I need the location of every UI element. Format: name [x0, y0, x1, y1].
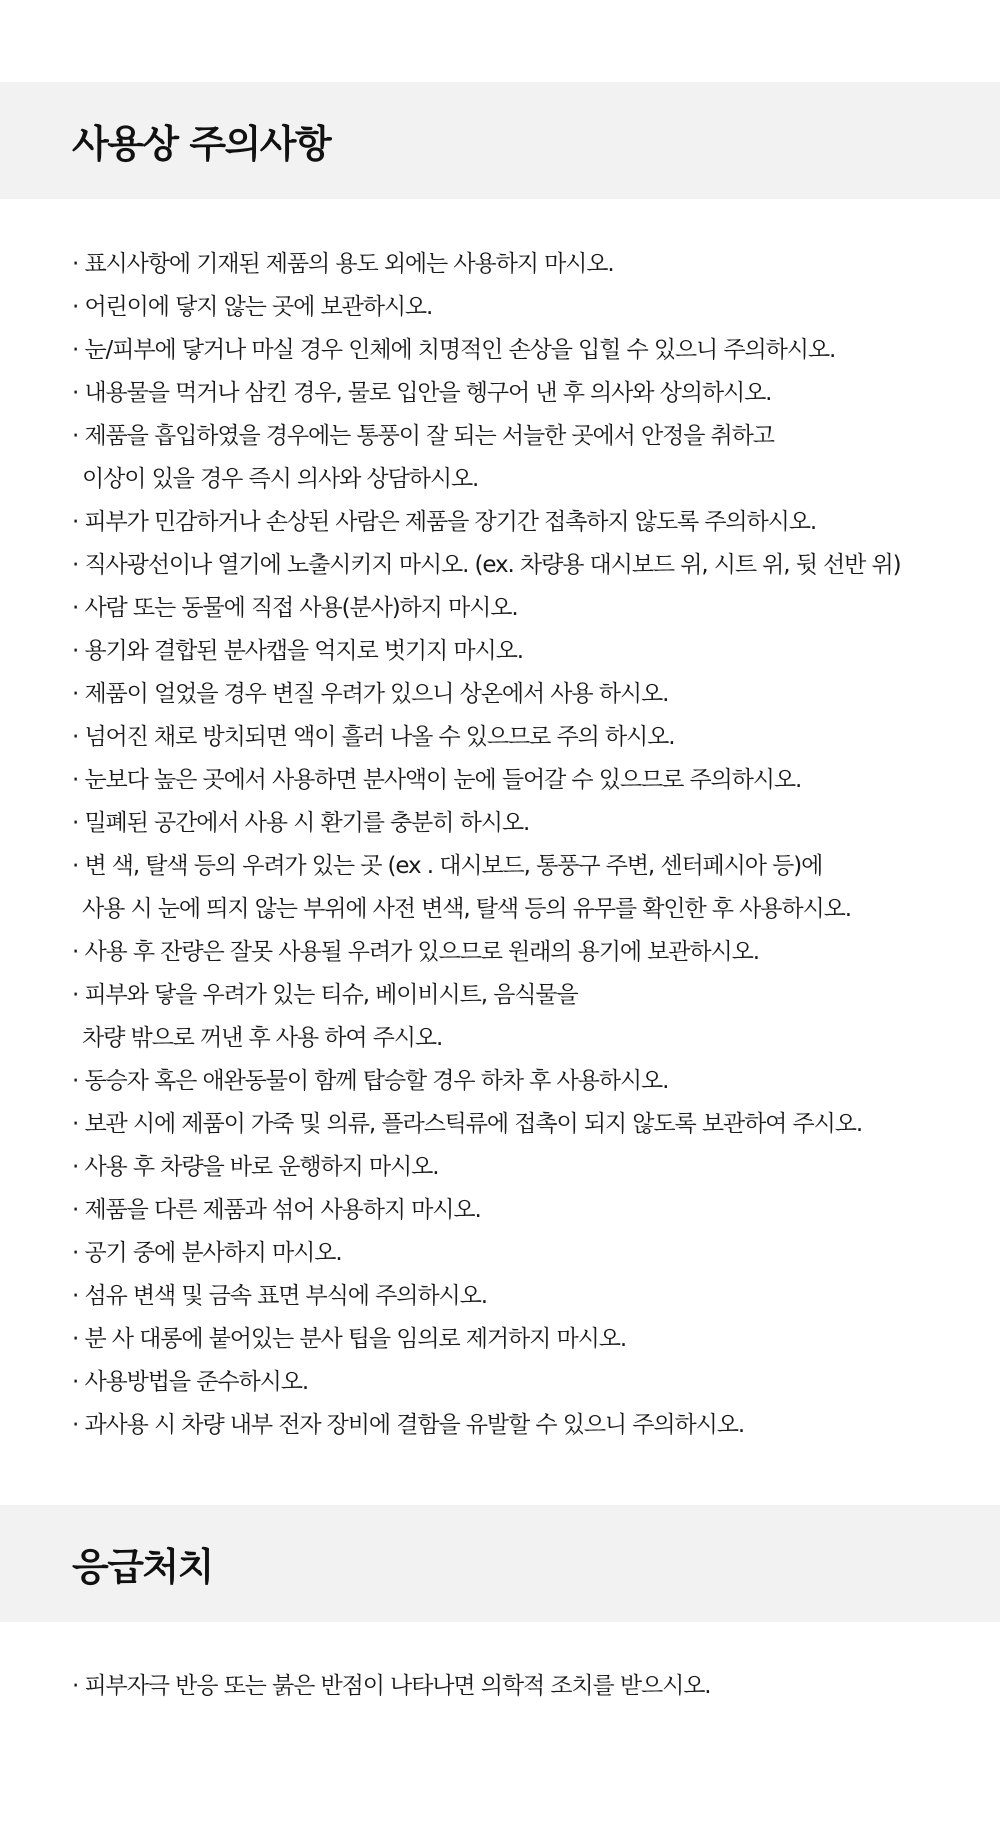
first-aid-list	[72, 1665, 972, 1708]
list-item	[72, 1232, 972, 1275]
list-item-text: · 피부가 민감하거나 손상된 사람은 제품을 장기간 접촉하지 않도록 주의하시오.	[72, 501, 972, 544]
list-item	[72, 1318, 972, 1361]
list-item-text: · 제품을 다른 제품과 섞어 사용하지 마시오.	[72, 1189, 972, 1232]
list-item-text: · 밀폐된 공간에서 사용 시 환기를 충분히 하시오.	[72, 802, 972, 845]
list-item	[72, 716, 972, 759]
list-item-text: · 공기 중에 분사하지 마시오.	[72, 1232, 972, 1275]
list-item-text: · 눈/피부에 닿거나 마실 경우 인체에 치명적인 손상을 입힐 수 있으니 주의하시오.	[72, 329, 972, 372]
first-aid-header	[0, 1505, 1000, 1622]
list-item-text: · 어린이에 닿지 않는 곳에 보관하시오.	[72, 286, 972, 329]
list-item	[72, 1103, 972, 1146]
list-item-text: · 보관 시에 제품이 가죽 및 의류, 플라스틱류에 접촉이 되지 않도록 보관하여 주시오.	[72, 1103, 972, 1146]
list-item-text: · 동승자 혹은 애완동물이 함께 탑승할 경우 하차 후 사용하시오.	[72, 1060, 972, 1103]
list-item	[72, 1361, 972, 1404]
list-item-text: · 눈보다 높은 곳에서 사용하면 분사액이 눈에 들어갈 수 있으므로 주의하시오.	[72, 759, 972, 802]
list-item-text: · 제품을 흡입하였을 경우에는 통풍이 잘 되는 서늘한 곳에서 안정을 취하고	[72, 415, 972, 458]
list-item-text: · 표시사항에 기재된 제품의 용도 외에는 사용하지 마시오.	[72, 243, 972, 286]
list-item	[72, 1060, 972, 1103]
list-item-text: · 피부와 닿을 우려가 있는 티슈, 베이비시트, 음식물을	[72, 974, 972, 1017]
list-item-text: · 사람 또는 동물에 직접 사용(분사)하지 마시오.	[72, 587, 972, 630]
list-item-text: · 사용방법을 준수하시오.	[72, 1361, 972, 1404]
list-item	[72, 415, 972, 501]
list-item	[72, 544, 972, 587]
list-item-text: · 과사용 시 차량 내부 전자 장비에 결함을 유발할 수 있으니 주의하시오.	[72, 1404, 972, 1447]
precautions-header	[0, 82, 1000, 199]
list-item	[72, 1189, 972, 1232]
list-item-text: · 넘어진 채로 방치되면 액이 흘러 나올 수 있으므로 주의 하시오.	[72, 716, 972, 759]
list-item-continuation: 사용 시 눈에 띄지 않는 부위에 사전 변색, 탈색 등의 유무를 확인한 후 사용하시오.	[82, 896, 851, 922]
list-item-text: · 섬유 변색 및 금속 표면 부식에 주의하시오.	[72, 1275, 972, 1318]
list-item	[72, 974, 972, 1060]
precautions-title: 사용상 주의사항	[72, 122, 331, 166]
precautions-list	[72, 243, 972, 1447]
list-item-text: · 피부자극 반응 또는 붉은 반점이 나타나면 의학적 조치를 받으시오.	[72, 1665, 972, 1708]
list-item-text: · 직사광선이나 열기에 노출시키지 마시오. (ex. 차량용 대시보드 위, 시트 위, 뒷 선반 위)	[72, 544, 972, 587]
list-item	[72, 587, 972, 630]
list-item-text: · 사용 후 차량을 바로 운행하지 마시오.	[72, 1146, 972, 1189]
list-item	[72, 759, 972, 802]
first-aid-title: 응급처치	[72, 1545, 213, 1589]
list-item-continuation: 차량 밖으로 꺼낸 후 사용 하여 주시오.	[82, 1025, 443, 1051]
list-item	[72, 1146, 972, 1189]
list-item-text: · 변 색, 탈색 등의 우려가 있는 곳 (ex . 대시보드, 통풍구 주변, 센터페시아 등)에	[72, 845, 972, 888]
list-item	[72, 845, 972, 931]
list-item	[72, 931, 972, 974]
list-item	[72, 286, 972, 329]
list-item	[72, 630, 972, 673]
list-item-text: · 사용 후 잔량은 잘못 사용될 우려가 있으므로 원래의 용기에 보관하시오.	[72, 931, 972, 974]
list-item-text: · 용기와 결합된 분사캡을 억지로 벗기지 마시오.	[72, 630, 972, 673]
list-item	[72, 802, 972, 845]
list-item-text: · 제품이 얼었을 경우 변질 우려가 있으니 상온에서 사용 하시오.	[72, 673, 972, 716]
list-item	[72, 329, 972, 372]
list-item	[72, 673, 972, 716]
list-item	[72, 372, 972, 415]
list-item-text: · 분 사 대롱에 붙어있는 분사 팁을 임의로 제거하지 마시오.	[72, 1318, 972, 1361]
list-item	[72, 243, 972, 286]
list-item-text: · 내용물을 먹거나 삼킨 경우, 물로 입안을 헹구어 낸 후 의사와 상의하시오.	[72, 372, 972, 415]
list-item	[72, 1665, 972, 1708]
list-item-continuation: 이상이 있을 경우 즉시 의사와 상담하시오.	[82, 466, 479, 492]
list-item	[72, 1404, 972, 1447]
list-item	[72, 1275, 972, 1318]
list-item	[72, 501, 972, 544]
